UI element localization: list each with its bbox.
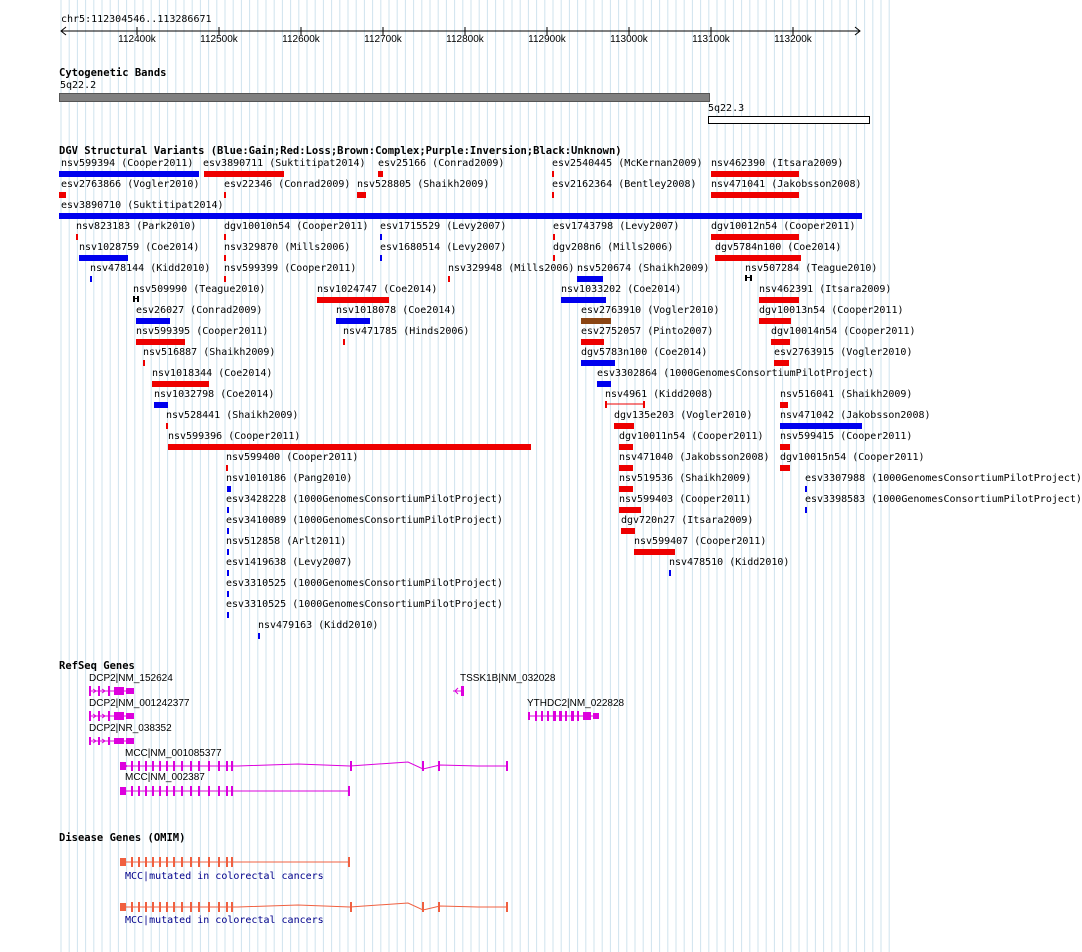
variant-label: esv2162364 (Bentley2008) bbox=[552, 179, 697, 190]
variant-gain[interactable] bbox=[227, 549, 229, 555]
variant-loss[interactable] bbox=[619, 507, 641, 513]
variant-loss[interactable] bbox=[715, 255, 801, 261]
gene-model-tssk1b[interactable] bbox=[452, 685, 466, 697]
variant-label: esv3398583 (1000GenomesConsortiumPilotProject) bbox=[805, 494, 1082, 505]
tick-label: 112800k bbox=[446, 34, 484, 45]
variant-label: nsv1028759 (Coe2014) bbox=[79, 242, 200, 253]
variant-label: nsv599395 (Cooper2011) bbox=[136, 326, 269, 337]
variant-label: nsv512858 (Arlt2011) bbox=[226, 536, 347, 547]
variant-gain[interactable] bbox=[227, 528, 229, 534]
gene-label: YTHDC2|NM_022828 bbox=[527, 698, 625, 709]
variant-label: nsv471042 (Jakobsson2008) bbox=[780, 410, 931, 421]
variant-gain[interactable] bbox=[90, 276, 92, 282]
variant-label: esv25166 (Conrad2009) bbox=[378, 158, 505, 169]
gene-model-dcp2-nm152624[interactable] bbox=[88, 685, 138, 697]
variant-label: esv3890711 (Suktitipat2014) bbox=[203, 158, 366, 169]
variant-loss[interactable] bbox=[621, 528, 635, 534]
variant-loss[interactable] bbox=[357, 192, 366, 198]
variant-loss[interactable] bbox=[780, 444, 790, 450]
variant-gain[interactable] bbox=[805, 507, 807, 513]
variant-gain[interactable] bbox=[258, 633, 260, 639]
variant-label: esv2763915 (Vogler2010) bbox=[774, 347, 913, 358]
variant-loss[interactable] bbox=[448, 276, 450, 282]
variant-label: nsv599407 (Cooper2011) bbox=[634, 536, 767, 547]
variant-loss[interactable] bbox=[634, 549, 675, 555]
variant-label: nsv599400 (Cooper2011) bbox=[226, 452, 359, 463]
variant-gain[interactable] bbox=[227, 486, 231, 492]
variant-label: nsv516041 (Shaikh2009) bbox=[780, 389, 913, 400]
gene-label: MCC|NM_001085377 bbox=[125, 748, 222, 759]
variant-loss[interactable] bbox=[581, 339, 604, 345]
variant-label: nsv516887 (Shaikh2009) bbox=[143, 347, 276, 358]
omim-gene-model-1[interactable] bbox=[118, 855, 354, 869]
variant-label: nsv509990 (Teague2010) bbox=[133, 284, 266, 295]
variant-label: esv3307988 (1000GenomesConsortiumPilotProject) bbox=[805, 473, 1082, 484]
variant-loss[interactable] bbox=[224, 276, 226, 282]
variant-loss[interactable] bbox=[711, 171, 799, 177]
variant-label: dgv5784n100 (Coe2014) bbox=[715, 242, 842, 253]
variant-label: nsv329948 (Mills2006) bbox=[448, 263, 575, 274]
variant-label: esv3410089 (1000GenomesConsortiumPilotProject) bbox=[226, 515, 503, 526]
variant-gain[interactable] bbox=[336, 318, 370, 324]
variant-label: nsv1024747 (Coe2014) bbox=[317, 284, 438, 295]
variant-loss[interactable] bbox=[226, 465, 228, 471]
variant-label: nsv823183 (Park2010) bbox=[76, 221, 197, 232]
variant-label: nsv329870 (Mills2006) bbox=[224, 242, 351, 253]
variant-gain[interactable] bbox=[581, 360, 615, 366]
variant-loss[interactable] bbox=[553, 255, 555, 261]
variant-loss[interactable] bbox=[780, 402, 788, 408]
variant-loss[interactable] bbox=[136, 339, 185, 345]
tick-label: 113000k bbox=[610, 34, 648, 45]
variant-gain[interactable] bbox=[577, 276, 603, 282]
tick-label: 112500k bbox=[200, 34, 238, 45]
variant-gain[interactable] bbox=[380, 255, 382, 261]
variant-label: nsv1010186 (Pang2010) bbox=[226, 473, 353, 484]
variant-label: nsv462391 (Itsara2009) bbox=[759, 284, 892, 295]
variant-loss[interactable] bbox=[166, 423, 168, 429]
variant-gain[interactable] bbox=[59, 213, 862, 219]
cytoband-5q22-3[interactable] bbox=[708, 116, 870, 124]
variant-label: dgv10010n54 (Cooper2011) bbox=[224, 221, 369, 232]
variant-loss[interactable] bbox=[204, 171, 284, 177]
variant-loss[interactable] bbox=[614, 423, 634, 429]
variant-loss[interactable] bbox=[711, 192, 799, 198]
variant-loss[interactable] bbox=[553, 234, 555, 240]
variant-loss[interactable] bbox=[619, 465, 633, 471]
variant-loss[interactable] bbox=[224, 192, 226, 198]
variant-loss[interactable] bbox=[59, 192, 66, 198]
cytoband-5q22-2[interactable] bbox=[59, 93, 710, 102]
variant-gain[interactable] bbox=[227, 570, 229, 576]
variant-gain[interactable] bbox=[227, 507, 229, 513]
variant-gain[interactable] bbox=[79, 255, 128, 261]
omim-gene-label[interactable]: MCC|mutated in colorectal cancers bbox=[125, 871, 324, 882]
variant-label: nsv599403 (Cooper2011) bbox=[619, 494, 752, 505]
variant-label: nsv478510 (Kidd2010) bbox=[669, 557, 790, 568]
gene-model-mcc-nm001085377[interactable] bbox=[118, 759, 513, 773]
variant-label: dgv10012n54 (Cooper2011) bbox=[711, 221, 856, 232]
variant-label: nsv528805 (Shaikh2009) bbox=[357, 179, 490, 190]
variant-label: nsv1018344 (Coe2014) bbox=[152, 368, 273, 379]
variant-label: nsv599396 (Cooper2011) bbox=[168, 431, 301, 442]
variant-label: esv3428228 (1000GenomesConsortiumPilotProject) bbox=[226, 494, 503, 505]
variant-unknown[interactable] bbox=[745, 275, 752, 281]
variant-loss[interactable] bbox=[774, 360, 789, 366]
tick-label: 112700k bbox=[364, 34, 402, 45]
variant-loss[interactable] bbox=[771, 339, 790, 345]
location-label: chr5:112304546..113286671 bbox=[61, 14, 212, 25]
variant-label: dgv10011n54 (Cooper2011) bbox=[619, 431, 764, 442]
variant-label: dgv135e203 (Vogler2010) bbox=[614, 410, 753, 421]
gene-label: MCC|NM_002387 bbox=[125, 772, 205, 783]
variant-label: nsv471040 (Jakobsson2008) bbox=[619, 452, 770, 463]
gene-model-dcp2-nr038352[interactable] bbox=[88, 735, 138, 747]
variant-label: nsv1032798 (Coe2014) bbox=[154, 389, 275, 400]
variant-loss[interactable] bbox=[552, 171, 554, 177]
tick-label: 112400k bbox=[118, 34, 156, 45]
variant-label: esv22346 (Conrad2009) bbox=[224, 179, 351, 190]
variant-label: esv26027 (Conrad2009) bbox=[136, 305, 263, 316]
variant-gain[interactable] bbox=[154, 402, 168, 408]
variant-gain[interactable] bbox=[380, 234, 382, 240]
variant-gain[interactable] bbox=[227, 612, 229, 618]
variant-label: nsv528441 (Shaikh2009) bbox=[166, 410, 299, 421]
variant-label: nsv520674 (Shaikh2009) bbox=[577, 263, 710, 274]
variant-label: nsv1018078 (Coe2014) bbox=[336, 305, 457, 316]
variant-label: dgv10015n54 (Cooper2011) bbox=[780, 452, 925, 463]
variant-loss[interactable] bbox=[759, 318, 791, 324]
gene-label: DCP2|NR_038352 bbox=[89, 723, 172, 734]
variant-label: nsv1033202 (Coe2014) bbox=[561, 284, 682, 295]
tick-label: 112900k bbox=[528, 34, 566, 45]
variant-label: nsv599394 (Cooper2011) bbox=[61, 158, 194, 169]
variant-loss[interactable] bbox=[76, 234, 78, 240]
variant-label: dgv720n27 (Itsara2009) bbox=[621, 515, 754, 526]
variant-gain[interactable] bbox=[805, 486, 807, 492]
variant-label: nsv462390 (Itsara2009) bbox=[711, 158, 844, 169]
variant-label: esv2763866 (Vogler2010) bbox=[61, 179, 200, 190]
gene-model-mcc-nm002387[interactable] bbox=[118, 784, 354, 798]
variant-loss[interactable] bbox=[224, 255, 226, 261]
variant-label: esv1419638 (Levy2007) bbox=[226, 557, 353, 568]
variant-loss[interactable] bbox=[759, 297, 799, 303]
variant-label: nsv507284 (Teague2010) bbox=[745, 263, 878, 274]
variant-label: esv3302864 (1000GenomesConsortiumPilotProject) bbox=[597, 368, 874, 379]
variant-loss[interactable] bbox=[152, 381, 209, 387]
variant-label: esv1680514 (Levy2007) bbox=[380, 242, 507, 253]
variant-loss[interactable] bbox=[552, 192, 554, 198]
variant-label: nsv599415 (Cooper2011) bbox=[780, 431, 913, 442]
gene-model-dcp2-nm001242377[interactable] bbox=[88, 710, 138, 722]
variant-label: nsv599399 (Cooper2011) bbox=[224, 263, 357, 274]
variant-loss[interactable] bbox=[143, 360, 145, 366]
variant-loss[interactable] bbox=[343, 339, 345, 345]
variant-gain[interactable] bbox=[136, 318, 170, 324]
variant-loss[interactable] bbox=[224, 234, 226, 240]
gene-model-ythdc2[interactable] bbox=[527, 710, 603, 722]
dgv-track-title[interactable]: DGV Structural Variants (Blue:Gain;Red:Loss;Brown:Complex;Purple:Inversion;Black:Unknown) bbox=[59, 145, 622, 157]
variant-label: esv3310525 (1000GenomesConsortiumPilotProject) bbox=[226, 578, 503, 589]
omim-gene-model-2[interactable] bbox=[118, 900, 513, 914]
variant-label: esv1715529 (Levy2007) bbox=[380, 221, 507, 232]
tick-label: 112600k bbox=[282, 34, 320, 45]
variant-label: nsv471041 (Jakobsson2008) bbox=[711, 179, 862, 190]
variant-label: esv2752057 (Pinto2007) bbox=[581, 326, 714, 337]
gene-label: DCP2|NM_152624 bbox=[89, 673, 173, 684]
variant-loss[interactable] bbox=[605, 400, 645, 409]
tick-label: 113100k bbox=[692, 34, 730, 45]
variant-loss[interactable] bbox=[378, 171, 383, 177]
variant-gain[interactable] bbox=[227, 591, 229, 597]
variant-gain[interactable] bbox=[59, 171, 199, 177]
gene-label: DCP2|NM_001242377 bbox=[89, 698, 190, 709]
variant-gain[interactable] bbox=[561, 297, 606, 303]
gene-label: TSSK1B|NM_032028 bbox=[460, 673, 556, 684]
variant-loss[interactable] bbox=[317, 297, 389, 303]
variant-label: dgv5783n100 (Coe2014) bbox=[581, 347, 708, 358]
omim-track-title[interactable]: Disease Genes (OMIM) bbox=[59, 832, 186, 844]
variant-label: nsv479163 (Kidd2010) bbox=[258, 620, 379, 631]
tick-label: 113200k bbox=[774, 34, 812, 45]
variant-label: dgv10014n54 (Cooper2011) bbox=[771, 326, 916, 337]
variant-gain[interactable] bbox=[669, 570, 671, 576]
variant-loss[interactable] bbox=[711, 234, 799, 240]
variant-label: nsv478144 (Kidd2010) bbox=[90, 263, 211, 274]
cytoband-track-title[interactable]: Cytogenetic Bands bbox=[59, 67, 167, 79]
variant-loss[interactable] bbox=[780, 465, 790, 471]
variant-label: esv1743798 (Levy2007) bbox=[553, 221, 680, 232]
cytoband-label: 5q22.3 bbox=[708, 103, 745, 114]
cytoband-label: 5q22.2 bbox=[60, 80, 97, 91]
variant-label: esv3310525 (1000GenomesConsortiumPilotProject) bbox=[226, 599, 503, 610]
variant-label: nsv519536 (Shaikh2009) bbox=[619, 473, 752, 484]
variant-label: dgv208n6 (Mills2006) bbox=[553, 242, 674, 253]
variant-label: nsv471785 (Hinds2006) bbox=[343, 326, 470, 337]
variant-loss[interactable] bbox=[619, 486, 633, 492]
variant-label: esv2763910 (Vogler2010) bbox=[581, 305, 720, 316]
variant-label: esv3890710 (Suktitipat2014) bbox=[61, 200, 224, 211]
variant-loss[interactable] bbox=[619, 444, 633, 450]
variant-label: dgv10013n54 (Cooper2011) bbox=[759, 305, 904, 316]
variant-gain[interactable] bbox=[597, 381, 611, 387]
variant-gain[interactable] bbox=[780, 423, 862, 429]
refseq-track-title[interactable]: RefSeq Genes bbox=[59, 660, 135, 672]
omim-gene-label[interactable]: MCC|mutated in colorectal cancers bbox=[125, 915, 324, 926]
variant-unknown[interactable] bbox=[133, 296, 139, 302]
variant-label: esv2540445 (McKernan2009) bbox=[552, 158, 703, 169]
variant-label: nsv4961 (Kidd2008) bbox=[605, 389, 714, 400]
variant-complex[interactable] bbox=[581, 318, 611, 324]
variant-loss[interactable] bbox=[168, 444, 531, 450]
